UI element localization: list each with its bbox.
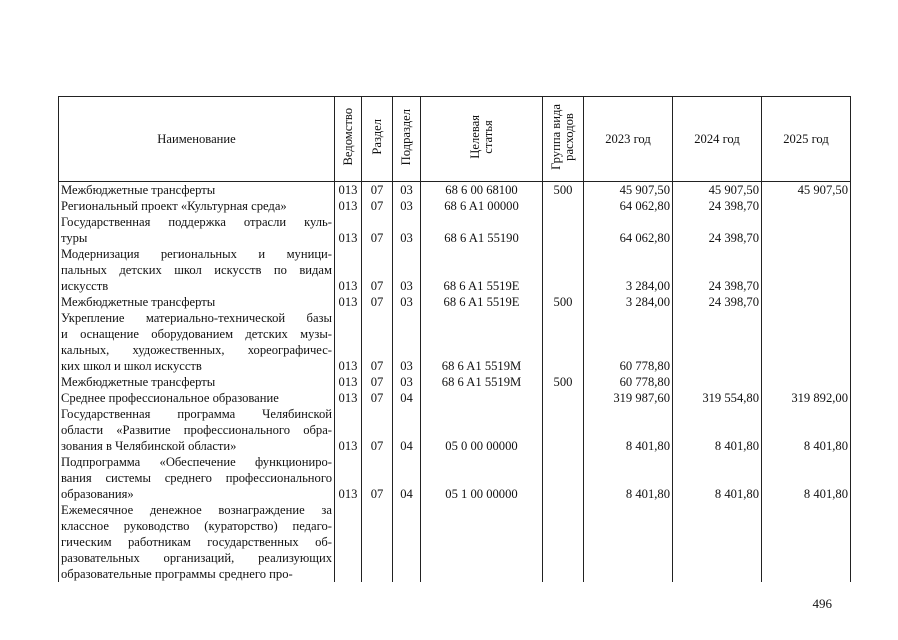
cell-2024	[673, 374, 762, 390]
name-line: области «Развитие профессионального обра-	[61, 423, 332, 437]
cell-subsection	[393, 502, 421, 582]
cell-2025	[762, 214, 851, 246]
cell-ministry: 013	[335, 182, 362, 199]
cell-2023: 45 907,50	[584, 182, 673, 199]
cell-target: 68 6 00 68100	[421, 182, 543, 199]
cell-name	[59, 294, 335, 310]
header-target: Целевая статья	[421, 97, 543, 182]
table-row	[59, 310, 851, 374]
budget-table	[58, 96, 851, 582]
cell-target: 05 1 00 00000	[421, 454, 543, 502]
name-line: Межбюджетные трансферты	[61, 183, 216, 197]
name-line: туры	[61, 231, 88, 245]
cell-expense-group: 500	[543, 182, 584, 199]
header-subsection: Подраздел	[393, 97, 421, 182]
cell-name	[59, 182, 335, 199]
header-ministry: Ведомство	[335, 97, 362, 182]
cell-2024: 319 554,80	[673, 390, 762, 406]
table-row	[59, 502, 851, 582]
table-row	[59, 374, 851, 390]
header-2023: 2023 год	[584, 97, 673, 182]
cell-2024: 24 398,70	[673, 198, 762, 214]
name-line: зования в Челябинской области»	[61, 439, 237, 453]
cell-target: 05 0 00 00000	[421, 406, 543, 454]
name-line: разовательных организаций, реализующих	[61, 551, 332, 565]
name-line: классное руководство (кураторство) педаго-	[61, 519, 332, 533]
name-line: ких школ и школ искусств	[61, 359, 202, 373]
cell-section: 07	[362, 198, 393, 214]
cell-target	[421, 502, 543, 582]
cell-section: 07	[362, 294, 393, 310]
cell-subsection: 03	[393, 182, 421, 199]
cell-ministry: 013	[335, 198, 362, 214]
cell-2025: 45 907,50	[762, 182, 851, 199]
cell-expense-group	[543, 390, 584, 406]
cell-2025	[762, 294, 851, 310]
cell-expense-group: 500	[543, 374, 584, 390]
name-line: Государственная программа Челябинской	[61, 407, 332, 421]
cell-2024: 8 401,80	[673, 454, 762, 502]
cell-name	[59, 390, 335, 406]
cell-subsection: 03	[393, 198, 421, 214]
name-line: и оснащение оборудованием детских музы-	[61, 327, 332, 341]
cell-expense-group	[543, 502, 584, 582]
cell-2023: 3 284,00	[584, 294, 673, 310]
cell-2025: 319 892,00	[762, 390, 851, 406]
cell-2023: 64 062,80	[584, 198, 673, 214]
table-row	[59, 182, 851, 199]
cell-section: 07	[362, 406, 393, 454]
cell-target: 68 6 A1 55190	[421, 214, 543, 246]
name-line: Региональный проект «Культурная среда»	[61, 199, 287, 213]
name-line: Укрепление материально-технической базы	[61, 311, 332, 325]
table-row	[59, 246, 851, 294]
cell-2024: 24 398,70	[673, 294, 762, 310]
header-expense-group: Группа вида расходов	[543, 97, 584, 182]
cell-target	[421, 390, 543, 406]
name-line: Подпрограмма «Обеспечение функциониро-	[61, 455, 332, 469]
header-name: Наименование	[59, 97, 335, 182]
table-row	[59, 198, 851, 214]
cell-expense-group	[543, 246, 584, 294]
cell-ministry	[335, 502, 362, 582]
table-row	[59, 406, 851, 454]
cell-subsection: 04	[393, 390, 421, 406]
cell-2025: 8 401,80	[762, 454, 851, 502]
name-line: Среднее профессиональное образование	[61, 391, 279, 405]
cell-subsection: 03	[393, 246, 421, 294]
cell-target: 68 6 A1 00000	[421, 198, 543, 214]
cell-section: 07	[362, 310, 393, 374]
cell-ministry: 013	[335, 454, 362, 502]
table-row	[59, 390, 851, 406]
cell-name	[59, 198, 335, 214]
cell-2024	[673, 502, 762, 582]
cell-ministry: 013	[335, 374, 362, 390]
cell-subsection: 04	[393, 406, 421, 454]
cell-2024: 24 398,70	[673, 246, 762, 294]
table-row	[59, 214, 851, 246]
cell-expense-group	[543, 214, 584, 246]
cell-name	[59, 374, 335, 390]
cell-section: 07	[362, 182, 393, 199]
cell-expense-group	[543, 454, 584, 502]
cell-expense-group	[543, 406, 584, 454]
cell-target: 68 6 A1 5519E	[421, 294, 543, 310]
cell-2025	[762, 310, 851, 374]
name-line: вания системы среднего профессионального	[61, 471, 332, 485]
cell-2023: 60 778,80	[584, 374, 673, 390]
name-line: искусств	[61, 279, 109, 293]
cell-2023	[584, 502, 673, 582]
cell-name	[59, 454, 335, 502]
cell-2024: 8 401,80	[673, 406, 762, 454]
table-header-row	[59, 97, 851, 182]
cell-ministry: 013	[335, 390, 362, 406]
cell-2023: 60 778,80	[584, 310, 673, 374]
cell-section: 07	[362, 214, 393, 246]
cell-2024: 24 398,70	[673, 214, 762, 246]
cell-2025: 8 401,80	[762, 406, 851, 454]
cell-2023: 319 987,60	[584, 390, 673, 406]
cell-2024: 45 907,50	[673, 182, 762, 199]
name-line: образования»	[61, 487, 134, 501]
cell-subsection: 03	[393, 214, 421, 246]
name-line: гическим работникам государственных об-	[61, 535, 332, 549]
cell-ministry: 013	[335, 406, 362, 454]
name-line: образовательные программы среднего про-	[61, 567, 293, 581]
cell-ministry: 013	[335, 310, 362, 374]
name-line: Ежемесячное денежное вознаграждение за	[61, 503, 332, 517]
cell-section: 07	[362, 390, 393, 406]
name-line: пальных детских школ искусств по видам	[61, 263, 332, 277]
cell-2023: 8 401,80	[584, 454, 673, 502]
cell-name	[59, 406, 335, 454]
cell-section: 07	[362, 246, 393, 294]
cell-2023: 3 284,00	[584, 246, 673, 294]
cell-target: 68 6 A1 5519M	[421, 374, 543, 390]
cell-expense-group	[543, 310, 584, 374]
cell-name	[59, 502, 335, 582]
cell-expense-group: 500	[543, 294, 584, 310]
cell-expense-group	[543, 198, 584, 214]
table-body	[59, 182, 851, 583]
cell-name	[59, 246, 335, 294]
cell-section: 07	[362, 454, 393, 502]
cell-2023: 64 062,80	[584, 214, 673, 246]
cell-subsection: 03	[393, 294, 421, 310]
cell-ministry: 013	[335, 294, 362, 310]
header-2025: 2025 год	[762, 97, 851, 182]
header-2024: 2024 год	[673, 97, 762, 182]
cell-2024	[673, 310, 762, 374]
name-line: Государственная поддержка отрасли куль-	[61, 215, 332, 229]
cell-ministry: 013	[335, 246, 362, 294]
name-line: кальных, художественных, хореографичес-	[61, 343, 332, 357]
cell-2025	[762, 246, 851, 294]
cell-2025	[762, 198, 851, 214]
cell-section: 07	[362, 374, 393, 390]
table-row	[59, 454, 851, 502]
cell-2023: 8 401,80	[584, 406, 673, 454]
cell-subsection: 04	[393, 454, 421, 502]
name-line: Модернизация региональных и муници-	[61, 247, 332, 261]
name-line: Межбюджетные трансферты	[61, 295, 216, 309]
cell-subsection: 03	[393, 374, 421, 390]
cell-name	[59, 310, 335, 374]
cell-target: 68 6 A1 5519E	[421, 246, 543, 294]
name-line: Межбюджетные трансферты	[61, 375, 216, 389]
page-number: 496	[812, 596, 832, 611]
cell-target: 68 6 A1 5519M	[421, 310, 543, 374]
cell-subsection: 03	[393, 310, 421, 374]
cell-ministry: 013	[335, 214, 362, 246]
cell-name	[59, 214, 335, 246]
cell-2025	[762, 374, 851, 390]
table-row	[59, 294, 851, 310]
cell-2025	[762, 502, 851, 582]
cell-section	[362, 502, 393, 582]
header-section: Раздел	[362, 97, 393, 182]
